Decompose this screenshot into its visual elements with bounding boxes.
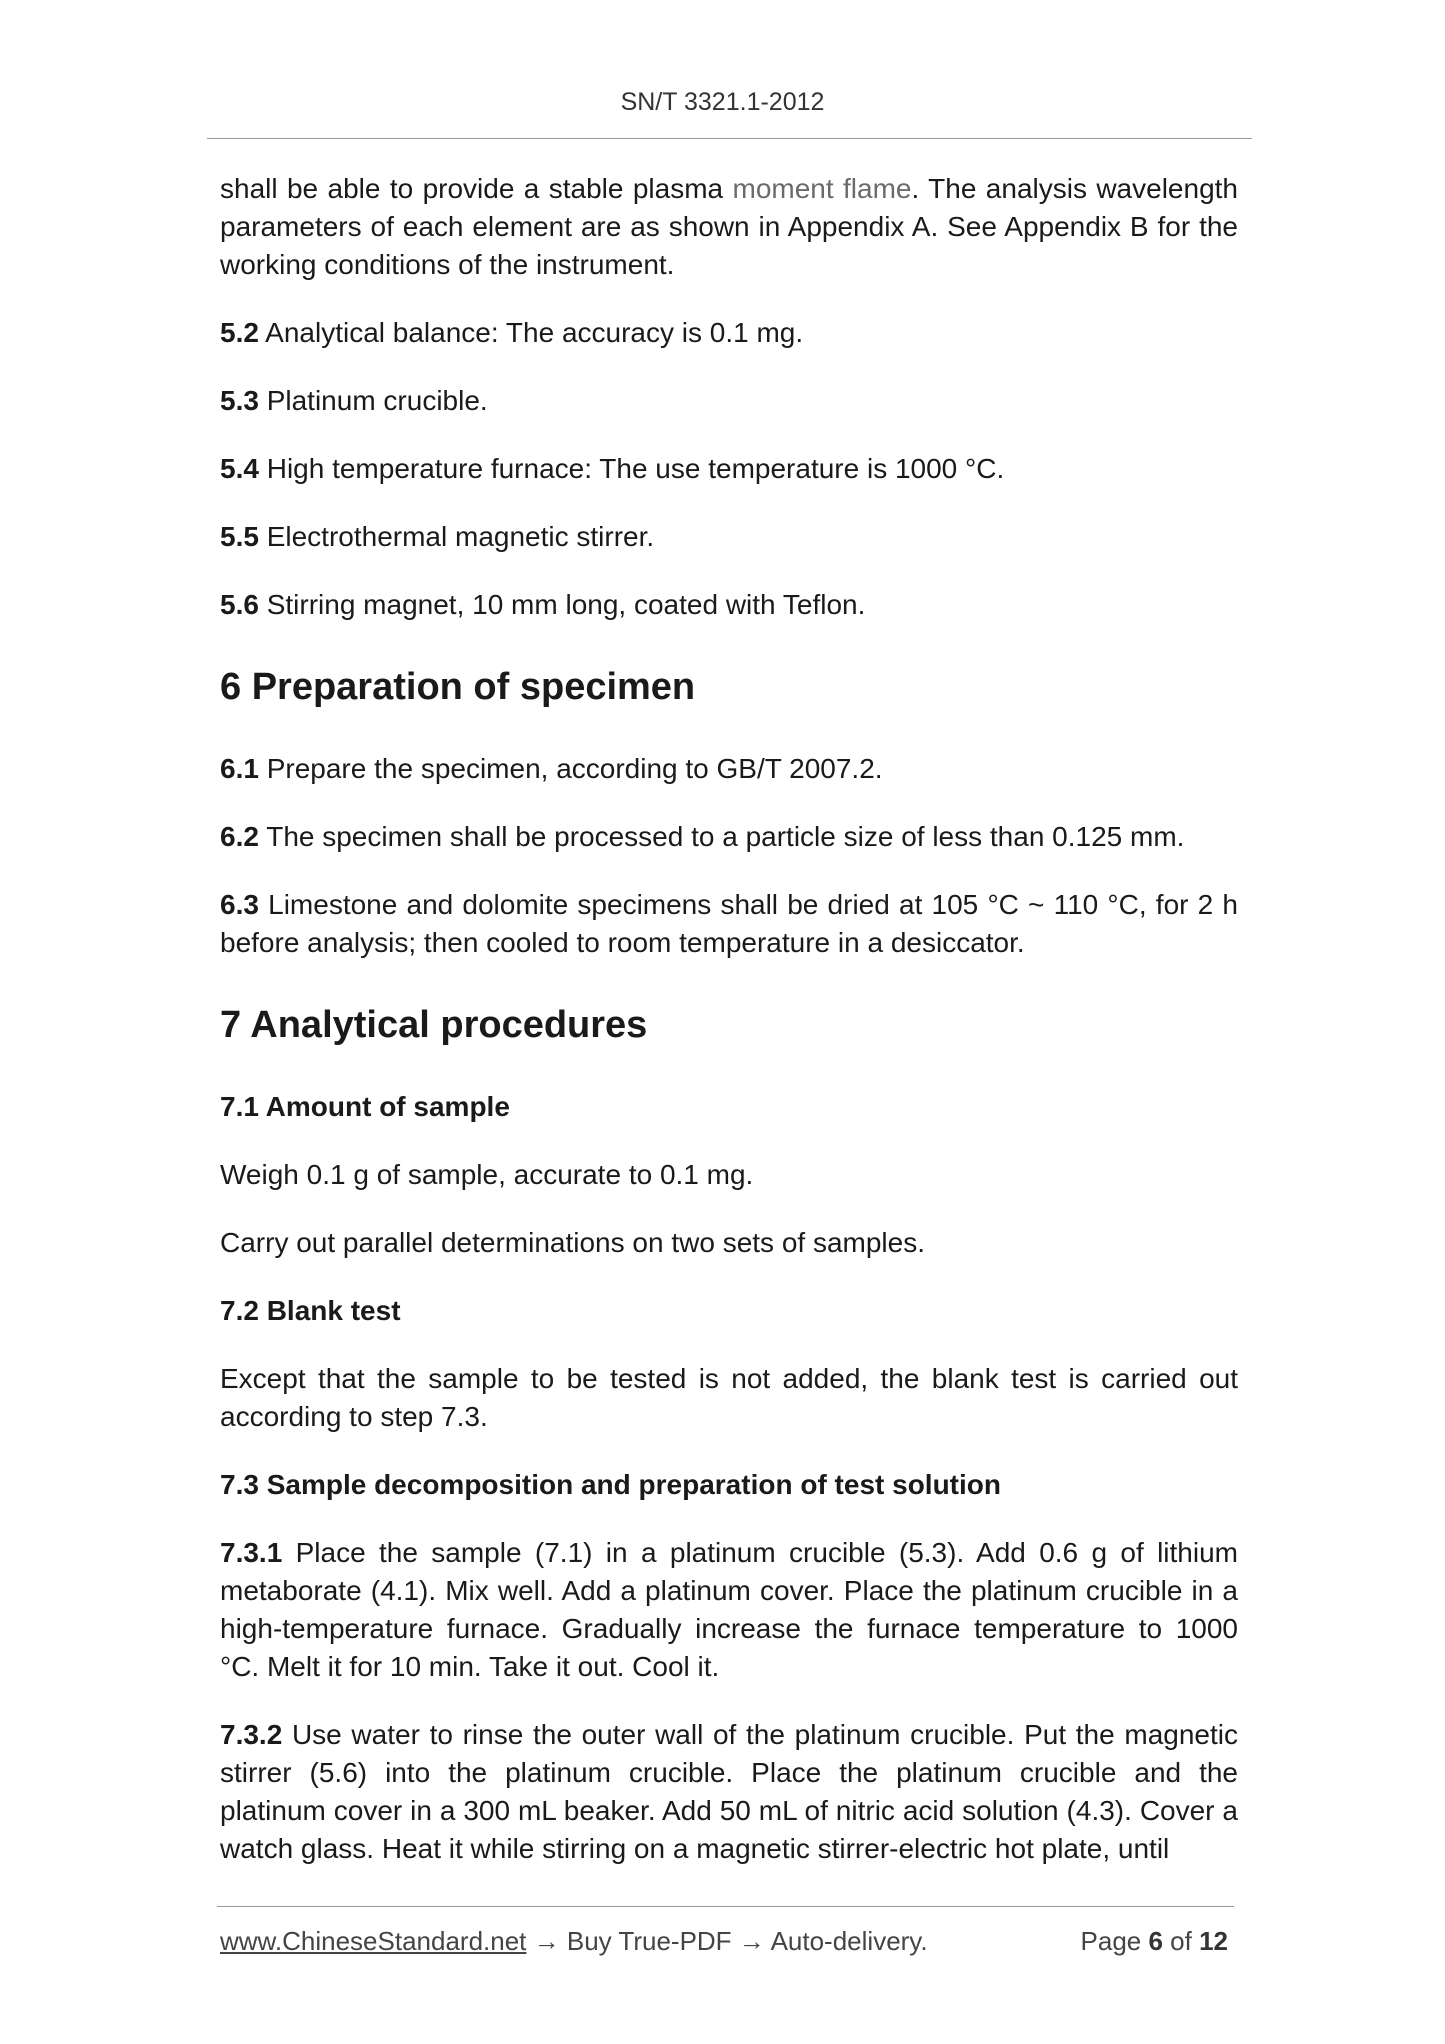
clause-5-5 <box>220 518 1238 556</box>
clause-number: 5.3 <box>220 385 259 416</box>
clause-text: Limestone and dolomite specimens shall be dried at 105 °C ~ 110 °C, for 2 h before analysis; then cooled to room temperature in a desiccator. <box>220 889 1238 958</box>
header-rule <box>207 138 1252 139</box>
footer-website-link[interactable]: www.ChineseStandard.net <box>220 1926 527 1956</box>
paragraph-7-1b: Carry out parallel determinations on two sets of samples. <box>220 1227 925 1258</box>
clause-5-3 <box>220 382 1238 420</box>
of-label: of <box>1162 1926 1200 1956</box>
intro-text-b: . The analysis wavelength parameters of each element are as shown in Appendix A. See Appendix B for the working conditions of the instrument. <box>220 173 1238 280</box>
paragraph-7-2: Except that the sample to be tested is not added, the blank test is carried out according to step 7.3. <box>220 1363 1238 1432</box>
clause-number: 7.3.1 <box>220 1537 283 1568</box>
clause-number: 5.2 <box>220 317 259 348</box>
clause-number: 5.6 <box>220 589 259 620</box>
clause-text: Electrothermal magnetic stirrer. <box>258 521 655 552</box>
section-heading-6: 6 Preparation of specimen <box>220 666 696 708</box>
page-number: 6 <box>1148 1926 1163 1956</box>
intro-text-gray: moment flame <box>732 173 912 204</box>
paragraph-7-1a: Weigh 0.1 g of sample, accurate to 0.1 mg. <box>220 1159 754 1190</box>
clause-number: 5.4 <box>220 453 259 484</box>
clause-number: 6.1 <box>220 753 259 784</box>
clause-text: High temperature furnace: The use temperature is 1000 °C. <box>258 453 1005 484</box>
clause-text: Place the sample (7.1) in a platinum crucible (5.3). Add 0.6 g of lithium metaborate (4.1). Mix well. Add a platinum cover. Place the platinum crucible in a high-temperature furnace. Gradually increase the furnace temperature to 1000 °C. Melt it for 10 min. Take it out. Cool it. <box>220 1537 1238 1682</box>
subsection-heading-7-3: 7.3 Sample decomposition and preparation of test solution <box>220 1469 1001 1500</box>
clause-number: 6.2 <box>220 821 259 852</box>
clause-6-1 <box>220 750 1238 788</box>
page-counter <box>1081 1923 1228 1959</box>
clause-7-3-2 <box>220 1716 1238 1868</box>
clause-5-6 <box>220 586 1238 624</box>
clause-6-3 <box>220 886 1238 962</box>
clause-text: Use water to rinse the outer wall of the platinum crucible. Put the magnetic stirrer (5.6) into the platinum crucible. Place the platinum crucible and the platinum cover in a 300 mL beaker. Add 50 mL of nitric acid solution (4.3). Cover a watch glass. Heat it while stirring on a magnetic stirrer-electric hot plate, until <box>220 1719 1238 1864</box>
page-header: SN/T 3321.1-2012 <box>620 88 825 116</box>
intro-paragraph <box>220 170 1238 284</box>
page-label: Page <box>1080 1926 1149 1956</box>
document-body <box>220 170 1238 1868</box>
clause-7-3-1 <box>220 1534 1238 1686</box>
page-total: 12 <box>1199 1926 1228 1956</box>
footer-rule <box>217 1906 1234 1907</box>
clause-number: 6.3 <box>220 889 259 920</box>
subsection-heading-7-1: 7.1 Amount of sample <box>220 1091 510 1122</box>
clause-6-2 <box>220 818 1238 856</box>
clause-5-2 <box>220 314 1238 352</box>
footer-delivery-text: → Buy True-PDF → Auto-delivery. <box>526 1926 928 1956</box>
clause-text: Prepare the specimen, according to GB/T 2007.2. <box>258 753 883 784</box>
clause-number: 5.5 <box>220 521 259 552</box>
clause-number: 7.3.2 <box>220 1719 283 1750</box>
subsection-heading-7-2: 7.2 Blank test <box>220 1295 401 1326</box>
page-footer <box>220 1923 1238 1959</box>
clause-5-4 <box>220 450 1238 488</box>
intro-text-a: shall be able to provide a stable plasma <box>220 173 733 204</box>
clause-text: Analytical balance: The accuracy is 0.1 mg. <box>258 317 804 348</box>
clause-text: Platinum crucible. <box>258 385 488 416</box>
clause-text: Stirring magnet, 10 mm long, coated with Teflon. <box>258 589 866 620</box>
clause-text: The specimen shall be processed to a particle size of less than 0.125 mm. <box>258 821 1185 852</box>
section-heading-7: 7 Analytical procedures <box>220 1004 648 1046</box>
